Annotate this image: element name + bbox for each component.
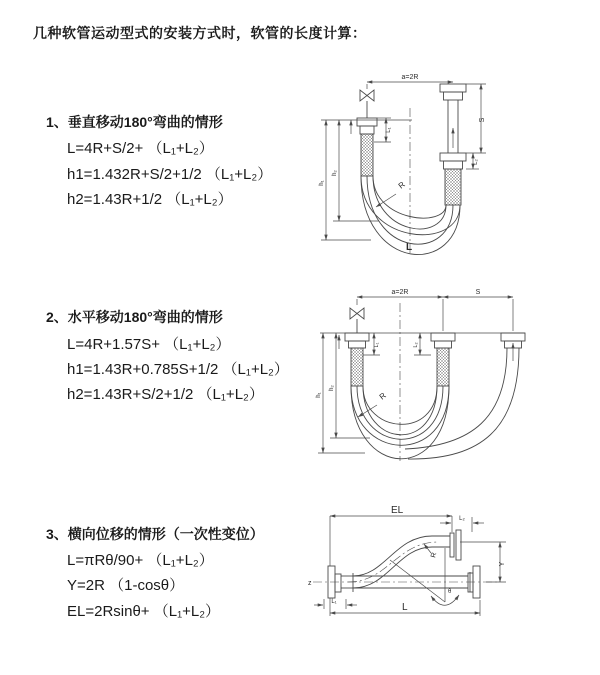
d2-label-h1: h₁ (316, 392, 322, 398)
section3-formula-EL: EL=2Rsinθ+ （L₁+L₂） (67, 603, 221, 620)
d2-label-l2: L₂ (413, 342, 419, 348)
d1-label-h2: h₂ (332, 170, 338, 176)
section3-formula-L: L=πRθ/90+ （L₁+L₂） (67, 552, 214, 569)
d3-labels (308, 505, 506, 613)
d2-label-l1: L₁ (374, 342, 380, 348)
d2-label-r: R (377, 390, 388, 402)
d2-label-s: S (475, 289, 481, 296)
valve-icon (350, 308, 364, 333)
d1-label-a2r: a=2R (401, 74, 419, 81)
section1-heading: 1、垂直移动180°弯曲的情形 (46, 114, 223, 130)
d1-label-r: R (396, 179, 407, 191)
section2-heading: 2、水平移动180°弯曲的情形 (46, 309, 223, 325)
d2-label-a2r: a=2R (391, 289, 409, 296)
d2-hose-curves (351, 348, 519, 459)
d1-label-l2: L₂ (473, 159, 479, 165)
section1-formula-h1: h1=1.432R+S/2+1/2 （L₁+L₂） (67, 166, 273, 183)
section2-formula-L: L=4R+1.57S+ （L₁+L₂） (67, 336, 231, 353)
d3-label-l2: L₂ (459, 516, 465, 522)
d1-label-l: L (406, 242, 413, 253)
d1-label-s: S (479, 117, 486, 123)
d3-label-theta: θ (448, 589, 452, 595)
section3-heading: 3、横向位移的情形（一次性变位） (46, 526, 264, 542)
section3-formula-Y: Y=2R （1-cosθ） (67, 577, 185, 594)
diagram-lateral-displacement (300, 503, 598, 653)
d2-label-h2: h₂ (329, 385, 335, 391)
section2-formula-h2: h2=1.43R+S/2+1/2 （L₁+L₂） (67, 386, 264, 403)
valve-icon (360, 90, 374, 118)
document-title: 几种软管运动型式的安装方式时，软管的长度计算： (33, 25, 367, 41)
d3-label-r: R (430, 551, 439, 559)
d1-label-l1: L₁ (386, 127, 392, 133)
d3-label-el: EL (391, 505, 404, 516)
section1-formula-h2: h2=1.43R+1/2 （L₁+L₂） (67, 191, 233, 208)
d2-left-fitting (345, 333, 369, 386)
section1-formula-L: L=4R+S/2+ （L₁+L₂） (67, 140, 214, 157)
d3-label-y: Y (499, 561, 506, 567)
diagram-horizontal-180-bend (310, 283, 593, 473)
d1-labels (319, 74, 486, 253)
d3-label-l1: L₁ (331, 599, 337, 605)
d3-label-l: L (402, 602, 408, 613)
d2-labels (316, 289, 481, 402)
d1-label-h1: h₁ (319, 180, 325, 186)
section2-formula-h1: h1=1.43R+0.785S+1/2 （L₁+L₂） (67, 361, 289, 378)
d3-label-z: z (308, 580, 312, 587)
d1-left-fitting (357, 118, 377, 176)
diagram-vertical-180-bend (313, 68, 588, 263)
d2-dimension-lines (318, 297, 525, 453)
d2-middle-fitting (431, 333, 455, 386)
